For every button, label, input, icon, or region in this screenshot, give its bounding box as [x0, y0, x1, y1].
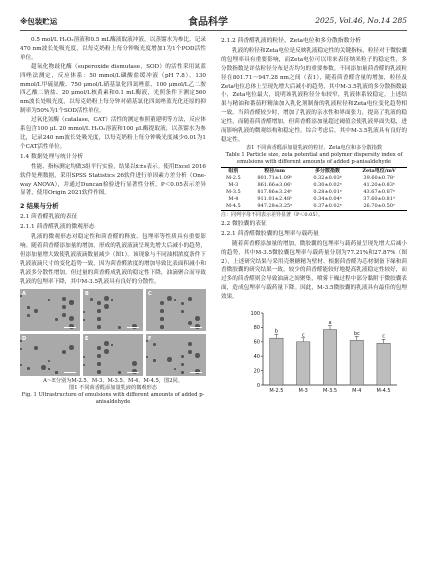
volume-info: 2025, Vol.46, No.14 285: [315, 16, 407, 25]
table-cell: 0.30±0.02ᵃ: [313, 181, 342, 188]
table-cell: M-4: [228, 195, 239, 202]
data-table: [221, 167, 407, 211]
droplet: [97, 325, 101, 329]
figure-caption-cn: 图1 不同茴香醛添加量乳液的微观形态: [69, 385, 157, 392]
scale-bar: [190, 372, 202, 374]
y-tick-label: 0: [256, 382, 260, 389]
micrograph-panel: [146, 334, 206, 376]
droplet: [195, 353, 200, 358]
panel-label: F: [148, 336, 152, 343]
droplet: [55, 371, 58, 374]
droplet: [97, 309, 101, 313]
droplet: [146, 356, 148, 358]
table-cell: 43.67±0.87ᵃ: [363, 188, 395, 195]
left-column: [20, 36, 206, 406]
droplet: [48, 299, 50, 301]
droplet: [97, 354, 101, 358]
bar: [350, 340, 363, 385]
droplet: [83, 311, 85, 313]
table-cell: 41.20±0.83ᵇ: [363, 181, 395, 188]
droplet: [153, 343, 156, 346]
droplet: [41, 365, 46, 370]
table-caption-en: emulsions with different amounts of added p-anisaldehyde: [237, 158, 391, 165]
table-cell: M-2.5: [225, 174, 241, 181]
paragraph: 过氧化氢酶（catalase，CAT）活性的测定参照董建明等方法，反应体系包含100 μL 20 mmol/L H₂O₂溶液和100 μL酶提取液，以蒸馏水为参比，记录240 nm波长处吸光度，以每克奶粉上每分钟吸光度减少0.01为1个CAT活性单位。: [20, 117, 206, 150]
section-heading: 2.1.1 茴香醛乳液的微观形态: [20, 224, 95, 231]
droplet: [48, 360, 50, 362]
droplet: [83, 319, 85, 321]
droplet: [132, 361, 137, 366]
table-caption-en: Table 1 Particle size, zeta potential and polymer dispersity index of: [225, 151, 403, 158]
droplet: [48, 368, 50, 370]
droplet: [160, 325, 164, 329]
significance-letter: c: [301, 332, 305, 339]
droplet: [111, 299, 113, 301]
right-column: [221, 36, 407, 404]
table-header-cell: 多分散指数: [304, 167, 351, 175]
scale-bar: [64, 327, 76, 329]
droplet: [62, 297, 66, 301]
figure-caption-en: Fig. 1 Ultrastructure of emulsions with different amounts of added p-anisaldehyde: [21, 392, 205, 406]
droplet: [167, 357, 172, 362]
table-cell: 37.60±0.81ᵈ: [363, 195, 395, 202]
droplet: [174, 368, 176, 370]
droplet: [181, 310, 184, 313]
x-tick-label: M-2.5: [269, 388, 284, 395]
droplet: [188, 297, 192, 301]
paragraph: 0.5 mol/L H₂O₂溶液和0.5 mL酶液取液冲液，以蒸馏水为参比，记录470 nm波长处吸光度，以每克奶粉上每分钟吸光度增加1为1个POD活性单位。: [20, 37, 206, 61]
droplet: [69, 300, 74, 305]
droplet: [83, 364, 85, 366]
table-cell: 26.70±0.50ᵉ: [351, 203, 407, 211]
bar: [270, 338, 283, 385]
droplet: [20, 340, 22, 342]
table-body: [221, 175, 407, 211]
scale-bar: [190, 327, 202, 329]
x-tick-label: M-4.5: [376, 388, 391, 395]
droplet: [160, 317, 164, 321]
table-cell: M-4.5: [221, 203, 246, 211]
table-header-row: [221, 167, 407, 175]
micrograph-panel: [20, 289, 80, 331]
paragraph: 乳液的粒径和Zeta电位是反映乳液稳定性的关键指标，粒径对于微胶囊的包埋率具有重要影响，而Zeta电位可以用来表征纳米粒子的稳定性，多分散指数是评估粒径分布是否均匀的重要参数。不同添加量茴香醛的乳液粒径在801.71～947.28 nm之间（表1），随着茴香醛含量的增加，粒径及Zeta电位总体上呈现先增大后减小的趋势，其中M-3.5乳液的多分散指数最小，Zeta电位最大，说明该乳液粒径分布较窄，乳液体系较稳定。上述结果与精油和番茄籽精油加入乳化剂制备的乳液粒径和Zeta电位变化趋势相一致。当茴香醛较少时，增加了乳液的亲水性和界面张力，提高了乳液的稳定性，而随着茴香醛增加，但茴香醛添加量超过阈值会使乳液界面失稳，进而影响乳液的微观结构和稳定性。综合考虑后，其中M-3.5乳液具有良好的稳定性。: [221, 47, 407, 143]
droplet: [97, 370, 101, 374]
table-row: [221, 189, 407, 196]
droplet: [160, 301, 164, 305]
droplet: [104, 296, 109, 301]
table-cell: 861.66±3.06ᶜ: [257, 181, 293, 188]
x-tick-label: M-3: [298, 388, 308, 395]
bar: [377, 343, 390, 385]
significance-letter: a: [328, 320, 332, 327]
table-cell: 817.86±3.24ᵇ: [257, 188, 293, 195]
droplet: [153, 359, 156, 362]
table-header-cell: Zeta电位/mV: [351, 167, 407, 175]
droplet: [181, 363, 184, 366]
panel-label: B: [85, 291, 89, 298]
journal-title: 食品科学: [188, 17, 228, 28]
table-cell: 801.71±1.09ᵇ: [257, 174, 293, 181]
droplet: [97, 362, 101, 366]
droplet: [83, 356, 85, 358]
bar: [323, 330, 336, 385]
scale-bar: [64, 372, 76, 374]
table-cell: 0.28±0.01ᵃ: [313, 188, 342, 195]
table-cell: 0.32±0.03ᵃ: [313, 174, 342, 181]
running-header: [20, 14, 407, 28]
section-heading: 2.2.1 茴香醛微胶囊的包埋率与载药量: [221, 230, 319, 237]
header-rule: [20, 30, 407, 31]
section-tag: ※包装贮运: [20, 17, 58, 26]
droplet: [188, 350, 192, 354]
section-heading: 2.2 微胶囊的表征: [221, 220, 267, 227]
bar: [297, 342, 310, 385]
y-tick-label: 100: [250, 310, 260, 317]
significance-letter: b: [274, 328, 278, 335]
table-cell: 0.37±0.02ᵃ: [304, 203, 351, 211]
x-tick-label: M-4: [352, 388, 362, 395]
droplet: [90, 298, 93, 301]
section-heading: 1.4 数据处理与统计分析: [20, 153, 84, 160]
micrograph-panel: [146, 289, 206, 331]
droplet: [97, 346, 101, 350]
droplet: [34, 309, 38, 313]
panel-label: D: [22, 336, 27, 343]
panel-label: E: [85, 336, 89, 343]
table-cell: 947.28±3.25ᵃ: [246, 203, 304, 211]
table-cell: M-3: [228, 181, 239, 188]
droplet: [20, 348, 22, 350]
droplet: [62, 350, 66, 354]
droplet: [146, 340, 148, 342]
y-tick-label: 40: [253, 354, 260, 361]
table-row: [221, 182, 407, 189]
droplet: [27, 367, 30, 370]
figure-1-micrographs: [20, 289, 206, 376]
figure-2-bar-chart: [221, 305, 407, 400]
droplet: [62, 313, 66, 317]
table-cell: 0.34±0.04ᵃ: [313, 195, 342, 202]
droplet: [27, 314, 30, 317]
droplet: [97, 301, 101, 305]
droplet: [167, 296, 172, 301]
table-caption-cn: 表1 不同茴香醛添加量乳液的粒径、Zeta电位和多分散指数: [245, 144, 383, 151]
paragraph: 乳液的微观形态对稳定性和茴香醛的释放、包埋率等性质具有重要影响。随着茴香醛添加量的增加，形成的乳液液滴呈现先增大后减小的趋势，但添加量增大致使乳液液滴数量减少（图1）。该现象与不同油相浓度条件下乳液液滴尺寸的变化趋势一致，因为茴香醛浓度的增加导致比表面积减小和乳液多分散性增加。但过量的茴香醛成乳液的稳定性下降，油滴聚合而导致乳液的包埋率下降，其中M-3.5乳液具有良好的分散性。: [20, 234, 206, 285]
table-row: [221, 203, 407, 211]
table-row: [221, 175, 407, 182]
section-heading: 2 结果与分析: [20, 202, 59, 211]
micrograph-panel: [83, 334, 143, 376]
droplet: [104, 341, 109, 346]
section-heading: 2.1.2 茴香醛乳液的粒径、Zeta电位和多分散指数分析: [221, 38, 361, 44]
droplet: [104, 349, 109, 354]
paragraph: 随着茴香醛添加量的增加，微胶囊的包埋率与载药量呈现先增大后减小的趋势，其中M-3.5微胶囊包埋率与载药量分别为77.21%和27.87%（图2），上述研究结果与采用壳聚糖精为壁材、根据茴香醛为芯材制备下缘和茴香微胶囊的研究结果一致。较少的茴香醛能较好地提高乳液稳定性较好，而过多的茴香醛则会导致油滴之间聚集，喷雾干燥过程中部分黏附于微胶囊表面，造成包埋率与载药量下降。因此，M-3.5微胶囊的乳液具有最佳的包埋效果。: [221, 240, 407, 301]
droplet: [69, 316, 74, 321]
droplet: [118, 371, 121, 374]
micrograph-panel: [83, 289, 143, 331]
droplet: [181, 371, 184, 374]
panel-label: A: [22, 291, 26, 298]
droplet: [34, 346, 38, 350]
droplet: [160, 309, 164, 313]
table-row: [221, 196, 407, 203]
table-header-cell: 粒径/nm: [246, 167, 304, 175]
y-tick-label: 20: [253, 368, 260, 375]
droplet: [181, 302, 184, 305]
scale-bar: [127, 327, 139, 329]
section-heading: 2.1 茴香醛乳液的表征: [20, 214, 78, 221]
table-note: 注：同列字母不同表示差异显著（P＜0.05）。: [221, 211, 323, 218]
droplet: [174, 299, 176, 301]
scale-bar: [127, 372, 139, 374]
droplet: [27, 306, 30, 309]
droplet: [118, 326, 121, 329]
droplet: [69, 345, 74, 350]
droplet: [20, 295, 22, 297]
droplet: [55, 318, 58, 321]
droplet: [104, 304, 109, 309]
paragraph: 超氧化物歧化酶（superoxide dismutase，SOD）的活性采用氮蓝四唑法测定，反应体系：50 mmol/L磷酸盐缓冲液（pH 7.8）、130 mmol/L甲硫氨酸、750 μmol/L硝基氯化四氮唑蓝、100 μmol/L乙二胺四乙酸二钠盐、20 μmol/L核黄素和0.1 mL酶液，光照条件下测定560 nm波长处吸光度，以每克奶粉上每分钟对硝基氯化四氮唑蓝光化还原的抑制率为50%为1个SOD活性单位。: [20, 63, 206, 115]
y-tick-label: 80: [253, 325, 260, 332]
table-cell: 911.01±2.48ᵇ: [257, 195, 293, 202]
significance-letter: c: [382, 333, 385, 340]
droplet: [62, 305, 66, 309]
table-header-cell: 组别: [221, 167, 246, 175]
figure-legend: A～E分别为M-2.5、M-3、M-3.5、M-4、M-4.5，图2同。: [43, 378, 183, 385]
paragraph: 性能、指标测定均做3组平行实验，结果以x̄±s表示。使用Excel 2016软件处理数据，采用SPSS Statistics 26软件进行单因素方差分析（One-way ANOVA），并通过Duncan检验进行显著性分析，P＜0.05表示差异显著，使用Origin 2021软件作图。: [20, 163, 206, 197]
droplet: [195, 316, 200, 321]
droplet: [111, 344, 113, 346]
table-cell: 39.60±0.78ᶜ: [363, 174, 395, 181]
droplet: [181, 355, 184, 358]
droplet: [97, 317, 101, 321]
panel-label: C: [148, 291, 152, 298]
y-tick-label: 60: [253, 339, 260, 346]
droplet: [188, 321, 192, 325]
significance-letter: bc: [353, 330, 360, 337]
micrograph-panel: [20, 334, 80, 376]
droplet: [188, 342, 192, 346]
droplet: [20, 364, 22, 366]
x-tick-label: M-3.5: [322, 388, 338, 395]
table-cell: M-3.5: [225, 188, 241, 195]
